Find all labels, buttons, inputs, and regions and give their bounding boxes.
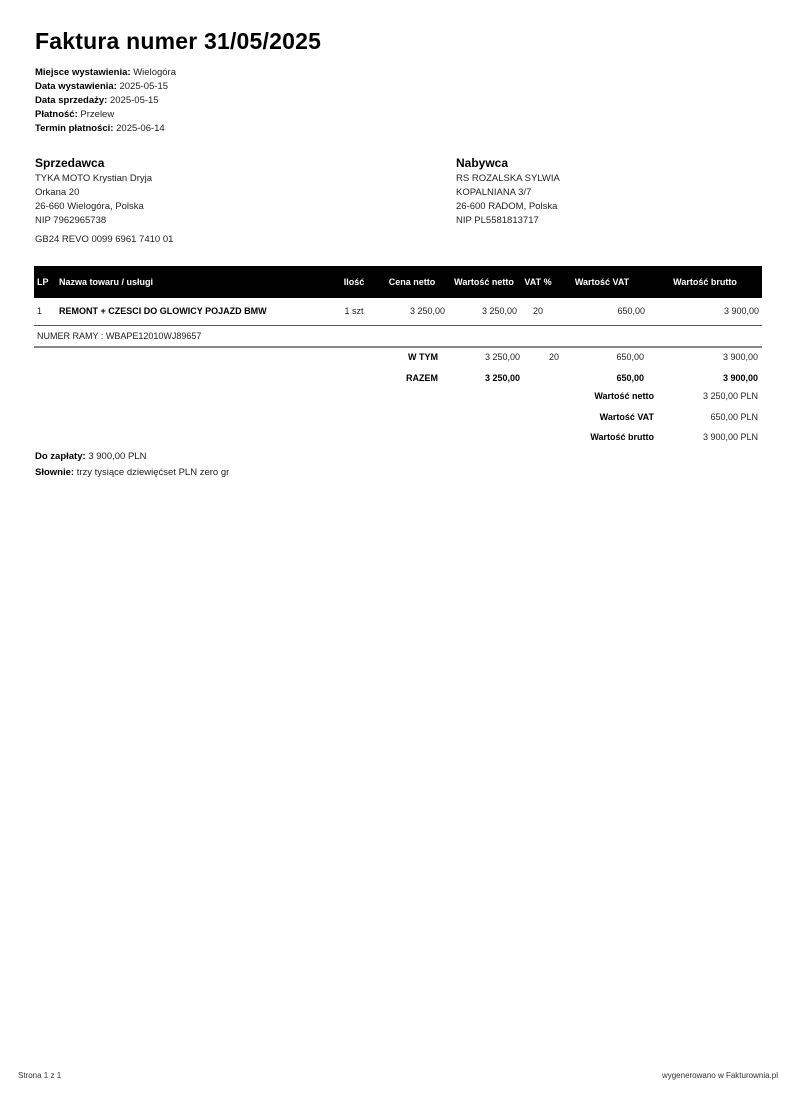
buyer-street: KOPALNIANA 3/7 bbox=[456, 187, 532, 198]
seller-name: TYKA MOTO Krystian Dryja bbox=[35, 173, 153, 184]
buyer-name: RS ROZALSKA SYLWIA bbox=[456, 173, 560, 184]
payment-words-row bbox=[35, 465, 229, 481]
buyer-nip: NIP PL5581813717 bbox=[456, 215, 539, 226]
meta-payment-method bbox=[35, 108, 176, 122]
cell-vat-value: 650,00 bbox=[556, 298, 648, 325]
meta-value: 2025-05-15 bbox=[109, 95, 159, 106]
summary-in-which-label: W TYM bbox=[408, 352, 438, 362]
meta-label: Data wystawienia: bbox=[35, 81, 117, 92]
table-row bbox=[34, 298, 762, 325]
summary-in-which-net: 3 250,00 bbox=[484, 352, 520, 362]
payment-words-label: Słownie: bbox=[35, 467, 75, 478]
summary-total-row bbox=[34, 373, 762, 387]
summary-in-which-rate: 20 bbox=[549, 352, 560, 362]
payment-due-label: Do zapłaty: bbox=[35, 451, 86, 462]
totals-vat-label: Wartość VAT bbox=[599, 412, 654, 422]
page-number: Strona 1 z 1 bbox=[18, 1071, 62, 1080]
meta-label: Miejsce wystawienia: bbox=[35, 67, 131, 78]
payment-due-value: 3 900,00 PLN bbox=[88, 451, 147, 462]
meta-issue-place bbox=[35, 66, 176, 80]
invoice-title: Faktura numer 31/05/2025 bbox=[35, 28, 322, 54]
items-table bbox=[34, 266, 762, 348]
cell-value-gross: 3 900,00 bbox=[648, 298, 762, 325]
meta-value: Wielogóra bbox=[133, 67, 176, 78]
cell-name: REMONT + CZESCI DO GLOWICY POJAZD BMW bbox=[56, 298, 332, 325]
meta-value: 2025-06-14 bbox=[116, 123, 165, 134]
meta-payment-due bbox=[35, 122, 176, 136]
seller-block bbox=[35, 156, 173, 247]
meta-value: Przelew bbox=[80, 109, 115, 120]
col-header-qty: Ilość bbox=[332, 266, 376, 298]
seller-street: Orkana 20 bbox=[35, 187, 80, 198]
payment-block bbox=[35, 449, 229, 481]
summary-in-which-row bbox=[34, 352, 762, 366]
totals-gross-label: Wartość brutto bbox=[590, 432, 654, 442]
col-header-price-net: Cena netto bbox=[376, 266, 448, 298]
buyer-city: 26-600 RADOM, Polska bbox=[456, 201, 558, 212]
summary-in-which-gross: 3 900,00 bbox=[722, 352, 758, 362]
meta-issue-date bbox=[35, 80, 176, 94]
summary-total-gross: 3 900,00 bbox=[722, 373, 758, 383]
seller-city: 26-660 Wielogóra, Polska bbox=[35, 201, 144, 212]
summary-total-net: 3 250,00 bbox=[484, 373, 520, 383]
cell-price-net: 3 250,00 bbox=[376, 298, 448, 325]
summary-total-vat: 650,00 bbox=[616, 373, 644, 383]
totals-vat-value: 650,00 PLN bbox=[710, 412, 758, 422]
invoice-meta bbox=[35, 66, 176, 136]
payment-due-row bbox=[35, 449, 229, 465]
summary-total-label: RAZEM bbox=[406, 373, 438, 383]
col-header-name: Nazwa towaru / usługi bbox=[56, 266, 332, 298]
col-header-value-gross: Wartość brutto bbox=[648, 266, 762, 298]
col-header-vat-rate: VAT % bbox=[520, 266, 556, 298]
table-header-row bbox=[34, 266, 762, 298]
col-header-value-net: Wartość netto bbox=[448, 266, 520, 298]
totals-gross-row bbox=[34, 432, 762, 446]
meta-label: Płatność: bbox=[35, 109, 78, 120]
cell-vat-rate: 20 bbox=[520, 298, 556, 325]
cell-note: NUMER RAMY : WBAPE12010WJ89657 bbox=[34, 325, 762, 347]
meta-value: 2025-05-15 bbox=[119, 81, 169, 92]
meta-label: Data sprzedaży: bbox=[35, 95, 108, 106]
table-note-row bbox=[34, 325, 762, 347]
totals-net-value: 3 250,00 PLN bbox=[702, 391, 758, 401]
cell-qty: 1 szt bbox=[332, 298, 376, 325]
buyer-block bbox=[456, 156, 560, 228]
seller-heading: Sprzedawca bbox=[35, 156, 105, 170]
cell-value-net: 3 250,00 bbox=[448, 298, 520, 325]
col-header-vat-value: Wartość VAT bbox=[556, 266, 648, 298]
meta-sale-date bbox=[35, 94, 176, 108]
totals-gross-value: 3 900,00 PLN bbox=[702, 432, 758, 442]
payment-words-value: trzy tysiące dziewięćset PLN zero gr bbox=[76, 467, 230, 478]
seller-nip: NIP 7962965738 bbox=[35, 215, 107, 226]
meta-label: Termin płatności: bbox=[35, 123, 114, 134]
totals-net-row bbox=[34, 391, 762, 405]
seller-bank-account: GB24 REVO 0099 6961 7410 01 bbox=[35, 234, 174, 245]
cell-lp: 1 bbox=[34, 298, 56, 325]
totals-net-label: Wartość netto bbox=[594, 391, 654, 401]
generator-credit: wygenerowano w Fakturownia.pl bbox=[661, 1071, 778, 1080]
totals-vat-row bbox=[34, 412, 762, 426]
buyer-heading: Nabywca bbox=[456, 156, 509, 170]
summary-in-which-vat: 650,00 bbox=[616, 352, 644, 362]
col-header-lp: LP bbox=[34, 266, 56, 298]
